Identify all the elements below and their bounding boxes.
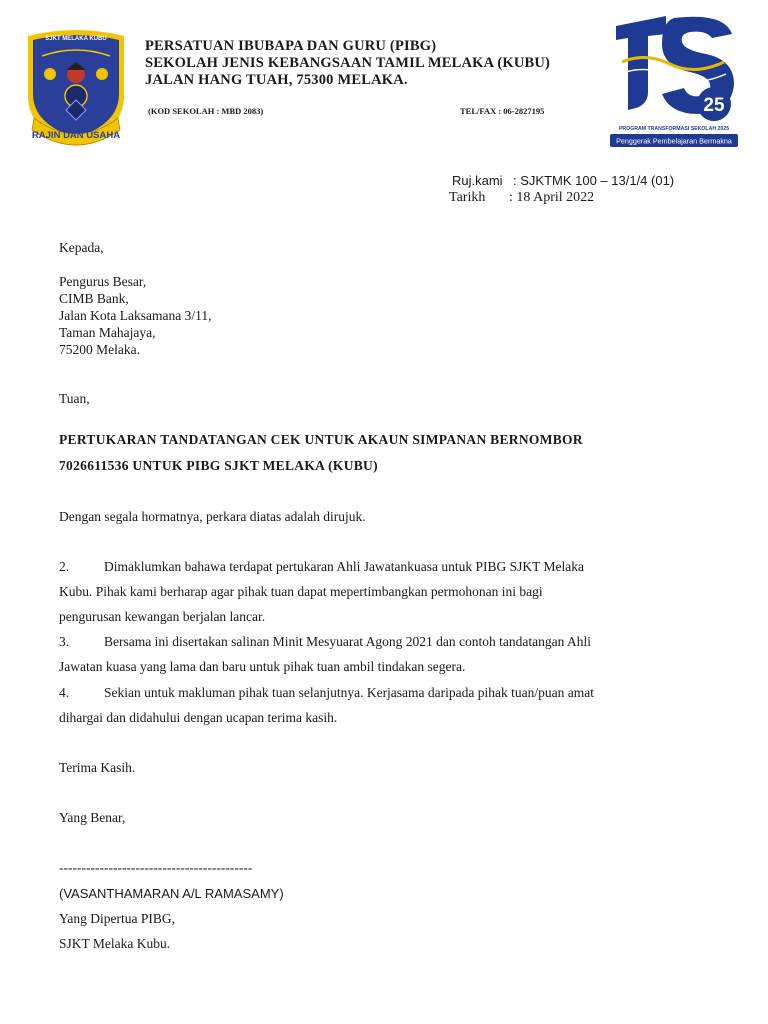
recipient-line: CIMB Bank,	[59, 291, 129, 306]
paragraph-text: Kubu. Pihak kami berharap agar pihak tuan dapat mepertimbangkan permohonan ini bagi	[59, 584, 543, 599]
closing-thanks: Terima Kasih.	[59, 760, 136, 775]
recipient-line: Taman Mahajaya,	[59, 325, 156, 340]
paragraph-text: Bersama ini disertakan salinan Minit Mesyuarat Agong 2021 dan contoh tandatangan Ahli	[104, 634, 592, 649]
paragraph-text: pengurusan kewangan berjalan lancar.	[59, 609, 266, 624]
subject-line-1: PERTUKARAN TANDATANGAN CEK UNTUK AKAUN SIMPANAN BERNOMBOR	[59, 432, 583, 447]
school-name: SEKOLAH JENIS KEBANGSAAN TAMIL MELAKA (KUBU)	[145, 55, 551, 71]
school-code: (KOD SEKOLAH : MBD 2083)	[148, 106, 264, 116]
paragraph-text: dihargai dan didahului dengan ucapan terima kasih.	[59, 710, 338, 725]
paragraph-text: Sekian untuk makluman pihak tuan selanjutnya. Kerjasama daripada pihak tuan/puan amat	[104, 685, 594, 700]
paragraph-text: Dimaklumkan bahawa terdapat pertukaran Ahli Jawatankuasa untuk PIBG SJKT Melaka	[104, 559, 585, 574]
signature-line: -------------------------------------------	[59, 860, 253, 875]
greeting: Tuan,	[59, 391, 90, 406]
tel-fax: TEL/FAX : 06-2827195	[460, 106, 545, 116]
crest-top-text: SJKT MELAKA KUBU	[45, 36, 107, 42]
logo-caption: PROGRAM TRANSFORMASI SEKOLAH 2025	[618, 126, 730, 132]
closing-yours: Yang Benar,	[59, 810, 126, 825]
paragraph-number: 3.	[59, 634, 70, 649]
subject-line-2: 7026611536 UNTUK PIBG SJKT MELAKA (KUBU)	[59, 458, 378, 473]
ruj-value: : SJKTMK 100 – 13/1/4 (01)	[513, 173, 675, 188]
recipient-line: Jalan Kota Laksamana 3/11,	[59, 308, 212, 323]
recipient-line: 75200 Melaka.	[59, 342, 140, 357]
paragraph-text: Jawatan kuasa yang lama dan baru untuk pihak tuan ambil tindakan segera.	[59, 659, 466, 674]
school-crest-logo	[20, 26, 132, 148]
school-address: JALAN HANG TUAH, 75300 MELAKA.	[145, 72, 408, 88]
signatory-position: Yang Dipertua PIBG,	[59, 911, 176, 926]
signatory-school: SJKT Melaka Kubu.	[59, 936, 171, 951]
ruj-label: Ruj.kami	[452, 173, 503, 188]
logo-number: 25	[703, 95, 725, 116]
paragraph-number: 2.	[59, 559, 70, 574]
recipient-line: Pengurus Besar,	[59, 274, 147, 289]
tarikh-value: : 18 April 2022	[509, 190, 595, 205]
crest-motto: RAJIN DAN USAHA	[31, 130, 121, 141]
kepada-label: Kepada,	[59, 240, 104, 255]
org-name: PERSATUAN IBUBAPA DAN GURU (PIBG)	[145, 38, 437, 54]
ts25-programme-logo	[606, 12, 742, 148]
opening-line: Dengan segala hormatnya, perkara diatas adalah dirujuk.	[59, 509, 366, 524]
paragraph-number: 4.	[59, 685, 70, 700]
logo-tagline: Penggerak Pembelajaran Bermakna	[616, 136, 732, 146]
signatory-name: (VASANTHAMARAN A/L RAMASAMY)	[59, 886, 284, 901]
tarikh-label: Tarikh	[449, 190, 486, 205]
